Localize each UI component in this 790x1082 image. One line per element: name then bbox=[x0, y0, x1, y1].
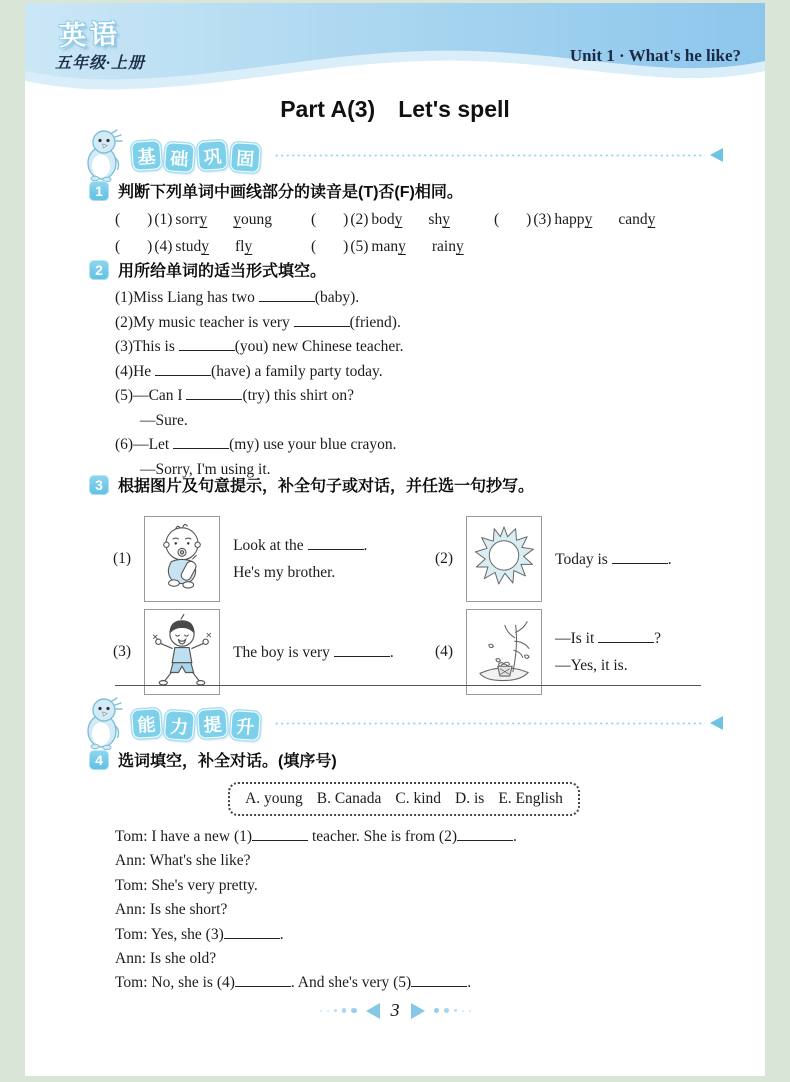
blank-line bbox=[235, 974, 291, 987]
prev-page-arrow-icon bbox=[366, 1003, 380, 1019]
word-bank-option: A. young bbox=[245, 790, 303, 807]
word: young bbox=[233, 211, 273, 228]
underlined-letter: y bbox=[398, 238, 406, 255]
autumn-tree-illustration bbox=[471, 614, 537, 690]
item-label: (6) bbox=[115, 436, 134, 453]
word-bank-option: B. Canada bbox=[316, 790, 382, 807]
item-label: (3) bbox=[113, 643, 132, 660]
q1-word-pair bbox=[311, 211, 494, 229]
item-label: (2) bbox=[435, 550, 454, 567]
picture-box bbox=[466, 609, 542, 695]
page-title: Part A(3) Let's spell bbox=[280, 96, 510, 122]
badge-tile: 提 bbox=[197, 708, 228, 739]
question-number-badge: 3 bbox=[89, 475, 109, 495]
question-2-prompt-row bbox=[89, 258, 725, 281]
baby-illustration bbox=[149, 521, 215, 597]
word-hint: (you) bbox=[234, 338, 269, 355]
penguin-mascot-icon bbox=[81, 128, 129, 182]
fill-blank-item: (5)—Can I (try) this shirt on? bbox=[115, 387, 354, 404]
word: rainy bbox=[431, 238, 464, 255]
blank-line bbox=[179, 338, 235, 351]
fill-blank-item: (4)He (have) a family party today. bbox=[115, 362, 383, 380]
footer-dot bbox=[334, 1009, 337, 1012]
blank-line bbox=[224, 926, 280, 939]
q1-word-pair bbox=[494, 211, 655, 229]
dialogue-line: Tom: No, she is (4) . And she's very (5) . bbox=[115, 974, 472, 992]
word: study bbox=[175, 238, 210, 255]
picture-sentence bbox=[555, 625, 661, 679]
q1-word-pair bbox=[311, 238, 494, 256]
item-label: (1) bbox=[115, 289, 134, 306]
speaker-label: Ann: bbox=[115, 852, 150, 870]
badge-tile: 础 bbox=[164, 142, 195, 173]
underlined-letter: y bbox=[244, 238, 253, 255]
footer-dot bbox=[351, 1008, 357, 1014]
reply-line: —Sure. bbox=[140, 411, 188, 429]
word-hint: (baby) bbox=[314, 289, 356, 306]
book-logo: 英语 bbox=[58, 18, 122, 52]
item-label: (4) bbox=[435, 643, 454, 660]
dialogue-line: Ann: What's she like? bbox=[115, 852, 251, 870]
q1-row bbox=[115, 238, 725, 256]
blank-line bbox=[598, 630, 654, 643]
answer-blank-parens: ( ) bbox=[311, 238, 349, 255]
fill-blank-item: (3)This is (you) new Chinese teacher. bbox=[115, 338, 404, 355]
sentence-line: —Is it ? bbox=[555, 630, 662, 647]
question-3 bbox=[89, 473, 739, 706]
speaker-label: Ann: bbox=[115, 901, 150, 919]
footer-dot bbox=[469, 1010, 471, 1012]
sentence-line: The boy is very . bbox=[233, 643, 394, 661]
speaker-label: Tom: bbox=[115, 828, 152, 845]
word: candy bbox=[618, 211, 656, 228]
picture-sentence bbox=[233, 639, 394, 666]
underlined-letter: y bbox=[201, 238, 210, 255]
blank-line bbox=[259, 289, 315, 302]
item-label: (3) bbox=[533, 211, 552, 228]
picture-sentence bbox=[233, 532, 367, 586]
dotted-divider bbox=[274, 154, 705, 157]
picture-box bbox=[144, 609, 220, 695]
boy-illustration bbox=[149, 614, 215, 690]
item-label: (5) bbox=[115, 387, 134, 404]
word: body bbox=[371, 211, 403, 228]
word: sorry bbox=[175, 211, 208, 228]
answer-blank-parens: ( ) bbox=[311, 211, 349, 228]
question-prompt: 根据图片及句意提示，补全句子或对话，并任选一句抄写。 bbox=[118, 478, 535, 495]
item-label: (4) bbox=[115, 362, 134, 380]
speaker-label: Tom: bbox=[115, 974, 152, 992]
blank-line bbox=[612, 551, 668, 564]
section-basic-consolidation bbox=[81, 127, 723, 183]
item-label: (3) bbox=[115, 338, 134, 355]
picture-sentence bbox=[555, 546, 671, 573]
dialogue-line: Tom: She's very pretty. bbox=[115, 876, 258, 894]
picture-item bbox=[113, 516, 367, 602]
sentence-line: Look at the . bbox=[233, 537, 368, 554]
picture-box bbox=[144, 516, 220, 602]
blank-line bbox=[155, 363, 211, 376]
q1-word-pair bbox=[115, 238, 311, 256]
question-1 bbox=[89, 179, 725, 256]
copy-sentence-line bbox=[115, 685, 701, 686]
footer-dot bbox=[342, 1008, 347, 1013]
page-number: 3 bbox=[390, 1000, 400, 1020]
footer-dot bbox=[327, 1010, 329, 1012]
underlined-letter: y bbox=[647, 211, 656, 228]
word-bank-option: C. kind bbox=[395, 790, 442, 807]
footer-dot bbox=[434, 1008, 440, 1014]
word-hint: (try) bbox=[242, 387, 271, 404]
footer-dot bbox=[454, 1009, 457, 1012]
page-footer bbox=[25, 1000, 765, 1021]
question-number-badge: 2 bbox=[89, 260, 109, 280]
badge-tile: 升 bbox=[230, 710, 261, 741]
speaker-label: Tom: bbox=[115, 925, 151, 943]
item-label: (1) bbox=[113, 550, 132, 567]
underlined-letter: y bbox=[394, 211, 403, 228]
picture-box bbox=[466, 516, 542, 602]
fill-blank-item: (6)—Let (my) use your blue crayon. bbox=[115, 436, 397, 453]
question-number-badge: 4 bbox=[89, 750, 109, 770]
footer-dot bbox=[462, 1010, 464, 1012]
underlined-letter: y bbox=[199, 211, 208, 228]
dialogue-line: Ann: Is she old? bbox=[115, 950, 217, 968]
dialogue-line: Ann: Is she short? bbox=[115, 901, 228, 919]
underlined-letter: y bbox=[584, 211, 593, 228]
item-label: (4) bbox=[154, 238, 173, 255]
question-2 bbox=[89, 258, 725, 482]
blank-line bbox=[294, 314, 350, 327]
blank-line bbox=[186, 387, 242, 400]
word-hint: (friend) bbox=[349, 313, 397, 331]
blank-line bbox=[252, 828, 308, 841]
question-3-prompt-row bbox=[89, 473, 739, 496]
sentence-line: He's my brother. bbox=[233, 564, 336, 581]
workbook-page bbox=[25, 3, 765, 1076]
word: happy bbox=[554, 211, 593, 228]
word: shy bbox=[428, 211, 450, 228]
word-bank-option: D. is bbox=[455, 790, 485, 807]
question-number-badge: 1 bbox=[89, 181, 109, 201]
item-label: (5) bbox=[350, 238, 369, 255]
picture-item bbox=[113, 609, 394, 695]
badge-tile: 基 bbox=[131, 140, 162, 171]
answer-blank-parens: ( ) bbox=[115, 211, 153, 228]
fill-blank-item: (1)Miss Liang has two (baby). bbox=[115, 289, 360, 306]
dialogue-lines bbox=[89, 825, 725, 996]
item-label: (2) bbox=[350, 211, 369, 228]
item-label: (2) bbox=[115, 313, 134, 331]
q3-picture-items bbox=[89, 496, 739, 706]
underlined-letter: y bbox=[442, 211, 450, 228]
blank-line bbox=[173, 436, 229, 449]
question-prompt: 判断下列单词中画线部分的读音是(T)否(F)相同。 bbox=[118, 184, 463, 201]
sun-illustration bbox=[471, 521, 537, 597]
next-page-arrow-icon bbox=[411, 1003, 425, 1019]
question-4-prompt-row bbox=[89, 748, 725, 771]
book-grade-label: 五年级·上册 bbox=[55, 55, 146, 72]
underlined-letter: y bbox=[233, 211, 242, 228]
q1-word-pair bbox=[115, 211, 311, 229]
badge-tile: 力 bbox=[164, 710, 195, 741]
footer-dot bbox=[320, 1010, 322, 1012]
divider-arrow-icon bbox=[710, 716, 723, 730]
word-bank-box bbox=[228, 782, 580, 816]
section-badge-ability bbox=[132, 709, 260, 738]
question-1-prompt-row bbox=[89, 179, 725, 202]
speaker-label: Tom: bbox=[115, 876, 152, 894]
q1-word-pair-rows bbox=[89, 211, 725, 256]
dialogue-line: Tom: Yes, she (3) . bbox=[115, 925, 284, 943]
underlined-letter: y bbox=[455, 238, 464, 255]
speaker-label: Ann: bbox=[115, 950, 150, 968]
reply-line: —Sorry, I'm using it. bbox=[140, 460, 271, 478]
word: fly bbox=[235, 238, 253, 255]
penguin-mascot-icon bbox=[81, 696, 129, 750]
unit-label: Unit 1 · What's he like? bbox=[569, 46, 741, 65]
picture-item bbox=[435, 516, 672, 602]
blank-line bbox=[457, 828, 513, 841]
word-hint: (have) bbox=[211, 362, 251, 380]
badge-tile: 能 bbox=[131, 708, 162, 739]
item-label: (1) bbox=[154, 211, 173, 228]
picture-item bbox=[435, 609, 661, 695]
word-hint: (my) bbox=[229, 436, 260, 453]
section-badge-basic bbox=[132, 141, 260, 170]
answer-blank-parens: ( ) bbox=[494, 211, 532, 228]
divider-arrow-icon bbox=[710, 148, 723, 162]
word: many bbox=[371, 238, 406, 255]
badge-tile: 巩 bbox=[197, 140, 228, 171]
dotted-divider bbox=[274, 722, 705, 725]
question-prompt: 用所给单词的适当形式填空。 bbox=[118, 263, 327, 280]
sentence-line: —Yes, it is. bbox=[555, 657, 628, 674]
blank-line bbox=[411, 974, 467, 987]
question-4 bbox=[89, 748, 725, 996]
word-bank-option: E. English bbox=[498, 790, 563, 807]
blank-line bbox=[334, 644, 390, 657]
badge-tile: 固 bbox=[230, 142, 261, 173]
sentence-line: Today is . bbox=[555, 550, 672, 568]
fill-blank-item: (2)My music teacher is very (friend). bbox=[115, 313, 401, 331]
answer-blank-parens: ( ) bbox=[115, 238, 153, 255]
blank-line bbox=[308, 537, 364, 550]
question-prompt: 选词填空，补全对话。(填序号) bbox=[118, 753, 337, 770]
footer-dot bbox=[444, 1008, 449, 1013]
section-ability-improvement bbox=[81, 695, 723, 751]
q1-row bbox=[115, 211, 725, 229]
dialogue-line: Tom: I have a new (1) teacher. She is from (2) . bbox=[115, 828, 517, 845]
q2-fill-blank-items bbox=[89, 286, 725, 482]
